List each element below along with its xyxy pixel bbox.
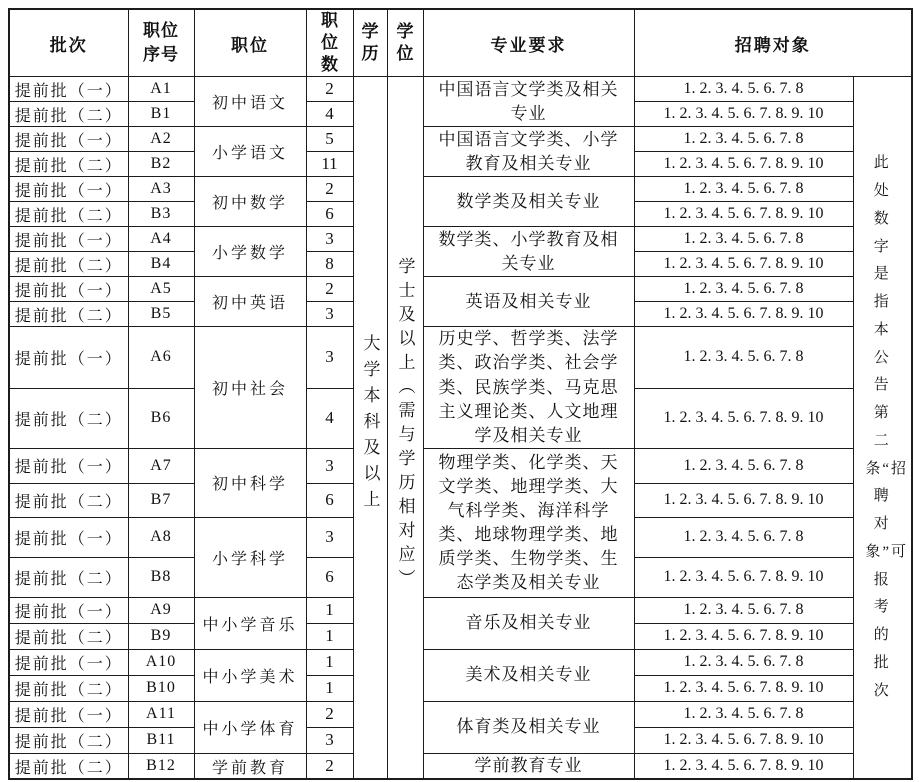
position-no-cell: B10 bbox=[128, 675, 194, 701]
position-no-cell: B11 bbox=[128, 727, 194, 753]
education-cell bbox=[353, 77, 387, 780]
batch-cell: 提前批（二） bbox=[9, 483, 128, 517]
batch-cell: 提前批（二） bbox=[9, 302, 128, 327]
batch-cell: 提前批（一） bbox=[9, 327, 128, 388]
major-cell: 体育类及相关专业 bbox=[423, 701, 634, 753]
target-cell: 1. 2. 3. 4. 5. 6. 7. 8. 9. 10 bbox=[634, 202, 853, 227]
table-row bbox=[9, 327, 912, 388]
degree-cell-text: 学士及以上（需与学历相对应） bbox=[395, 257, 415, 594]
target-cell: 1. 2. 3. 4. 5. 6. 7. 8. 9. 10 bbox=[634, 727, 853, 753]
major-cell: 音乐及相关专业 bbox=[423, 597, 634, 649]
target-cell: 1. 2. 3. 4. 5. 6. 7. 8. 9. 10 bbox=[634, 388, 853, 448]
target-cell: 1. 2. 3. 4. 5. 6. 7. 8 bbox=[634, 597, 853, 623]
position-no-cell: A10 bbox=[128, 649, 194, 675]
batch-cell: 提前批（二） bbox=[9, 252, 128, 277]
batch-cell: 提前批（一） bbox=[9, 701, 128, 727]
target-cell: 1. 2. 3. 4. 5. 6. 7. 8 bbox=[634, 517, 853, 557]
position-no-cell: A2 bbox=[128, 127, 194, 152]
target-cell: 1. 2. 3. 4. 5. 6. 7. 8 bbox=[634, 127, 853, 152]
count-cell: 1 bbox=[306, 623, 353, 649]
batch-cell: 提前批（一） bbox=[9, 649, 128, 675]
position-no-cell: A11 bbox=[128, 701, 194, 727]
target-cell: 1. 2. 3. 4. 5. 6. 7. 8 bbox=[634, 227, 853, 252]
count-cell: 1 bbox=[306, 675, 353, 701]
position-no-cell: B3 bbox=[128, 202, 194, 227]
position-no-cell: A6 bbox=[128, 327, 194, 388]
position-no-cell: B2 bbox=[128, 152, 194, 177]
target-cell: 1. 2. 3. 4. 5. 6. 7. 8. 9. 10 bbox=[634, 675, 853, 701]
degree-cell bbox=[387, 77, 423, 780]
table-row bbox=[9, 277, 912, 302]
major-cell: 物理学类、化学类、天文学类、地理学类、大气科学类、海洋科学类、地球物理学类、地质学类、生物学类、生态学类及相关专业 bbox=[423, 448, 634, 597]
count-cell: 2 bbox=[306, 277, 353, 302]
table-header bbox=[9, 9, 912, 77]
batch-cell: 提前批（二） bbox=[9, 623, 128, 649]
count-cell: 6 bbox=[306, 557, 353, 597]
header-batch: 批次 bbox=[9, 9, 128, 77]
header-education bbox=[353, 9, 387, 77]
position-cell: 中小学体育 bbox=[194, 701, 306, 753]
batch-cell: 提前批（一） bbox=[9, 177, 128, 202]
position-cell: 初中英语 bbox=[194, 277, 306, 327]
batch-cell: 提前批（二） bbox=[9, 753, 128, 779]
header-target: 招聘对象 bbox=[634, 9, 912, 77]
position-no-cell: B4 bbox=[128, 252, 194, 277]
target-cell: 1. 2. 3. 4. 5. 6. 7. 8. 9. 10 bbox=[634, 753, 853, 779]
education-cell-text: 大学本科及以上 bbox=[360, 334, 380, 517]
count-cell: 3 bbox=[306, 327, 353, 388]
batch-cell: 提前批（二） bbox=[9, 388, 128, 448]
position-no-cell: B7 bbox=[128, 483, 194, 517]
position-no-cell: A5 bbox=[128, 277, 194, 302]
batch-cell: 提前批（二） bbox=[9, 102, 128, 127]
count-cell: 3 bbox=[306, 302, 353, 327]
major-cell: 英语及相关专业 bbox=[423, 277, 634, 327]
target-cell: 1. 2. 3. 4. 5. 6. 7. 8 bbox=[634, 448, 853, 483]
major-cell: 学前教育专业 bbox=[423, 753, 634, 779]
note-cell-text: 此处数字是指本公告第二条“招聘对象”可报考的批次 bbox=[865, 155, 909, 699]
count-cell: 4 bbox=[306, 388, 353, 448]
major-cell: 数学类、小学教育及相关专业 bbox=[423, 227, 634, 277]
batch-cell: 提前批（一） bbox=[9, 517, 128, 557]
major-cell: 数学类及相关专业 bbox=[423, 177, 634, 227]
header-degree bbox=[387, 9, 423, 77]
table-row bbox=[9, 753, 912, 779]
table-row bbox=[9, 597, 912, 623]
position-no-cell: A9 bbox=[128, 597, 194, 623]
target-cell: 1. 2. 3. 4. 5. 6. 7. 8. 9. 10 bbox=[634, 623, 853, 649]
recruitment-table bbox=[8, 8, 913, 780]
position-no-cell: B5 bbox=[128, 302, 194, 327]
header-position: 职位 bbox=[194, 9, 306, 77]
target-cell: 1. 2. 3. 4. 5. 6. 7. 8. 9. 10 bbox=[634, 152, 853, 177]
position-no-cell: B9 bbox=[128, 623, 194, 649]
header-row bbox=[9, 9, 912, 77]
position-cell: 中小学美术 bbox=[194, 649, 306, 701]
count-cell: 2 bbox=[306, 753, 353, 779]
target-cell: 1. 2. 3. 4. 5. 6. 7. 8. 9. 10 bbox=[634, 483, 853, 517]
position-cell: 小学科学 bbox=[194, 517, 306, 597]
batch-cell: 提前批（二） bbox=[9, 675, 128, 701]
table-body bbox=[9, 77, 912, 780]
count-cell: 3 bbox=[306, 227, 353, 252]
target-cell: 1. 2. 3. 4. 5. 6. 7. 8. 9. 10 bbox=[634, 102, 853, 127]
position-no-cell: A7 bbox=[128, 448, 194, 483]
position-cell: 初中社会 bbox=[194, 327, 306, 449]
target-cell: 1. 2. 3. 4. 5. 6. 7. 8. 9. 10 bbox=[634, 557, 853, 597]
position-no-cell: A3 bbox=[128, 177, 194, 202]
target-cell: 1. 2. 3. 4. 5. 6. 7. 8 bbox=[634, 277, 853, 302]
batch-cell: 提前批（一） bbox=[9, 127, 128, 152]
header-major: 专业要求 bbox=[423, 9, 634, 77]
count-cell: 1 bbox=[306, 649, 353, 675]
batch-cell: 提前批（一） bbox=[9, 448, 128, 483]
position-no-cell: B12 bbox=[128, 753, 194, 779]
batch-cell: 提前批（一） bbox=[9, 77, 128, 102]
position-no-cell: B8 bbox=[128, 557, 194, 597]
position-cell: 中小学音乐 bbox=[194, 597, 306, 649]
position-no-cell: A1 bbox=[128, 77, 194, 102]
target-cell: 1. 2. 3. 4. 5. 6. 7. 8 bbox=[634, 77, 853, 102]
count-cell: 6 bbox=[306, 483, 353, 517]
batch-cell: 提前批（二） bbox=[9, 557, 128, 597]
target-cell: 1. 2. 3. 4. 5. 6. 7. 8 bbox=[634, 701, 853, 727]
major-cell: 历史学、哲学类、法学类、政治学类、社会学类、民族学类、马克思主义理论类、人文地理学及相关专业 bbox=[423, 327, 634, 449]
target-cell: 1. 2. 3. 4. 5. 6. 7. 8 bbox=[634, 177, 853, 202]
batch-cell: 提前批（一） bbox=[9, 597, 128, 623]
count-cell: 2 bbox=[306, 701, 353, 727]
target-cell: 1. 2. 3. 4. 5. 6. 7. 8. 9. 10 bbox=[634, 302, 853, 327]
position-cell: 小学语文 bbox=[194, 127, 306, 177]
target-cell: 1. 2. 3. 4. 5. 6. 7. 8 bbox=[634, 649, 853, 675]
header-degree-label: 学位 bbox=[396, 22, 414, 64]
table-row bbox=[9, 77, 912, 102]
table-row bbox=[9, 649, 912, 675]
batch-cell: 提前批（一） bbox=[9, 227, 128, 252]
count-cell: 1 bbox=[306, 597, 353, 623]
target-cell: 1. 2. 3. 4. 5. 6. 7. 8 bbox=[634, 327, 853, 388]
table-row bbox=[9, 127, 912, 152]
header-position-no-label: 职位序号 bbox=[143, 20, 179, 65]
position-no-cell: A8 bbox=[128, 517, 194, 557]
note-cell bbox=[853, 77, 912, 780]
position-cell: 小学数学 bbox=[194, 227, 306, 277]
header-education-label: 学历 bbox=[361, 22, 379, 64]
count-cell: 3 bbox=[306, 448, 353, 483]
count-cell: 11 bbox=[306, 152, 353, 177]
table-row bbox=[9, 448, 912, 483]
header-position-no bbox=[128, 9, 194, 77]
count-cell: 4 bbox=[306, 102, 353, 127]
position-no-cell: B6 bbox=[128, 388, 194, 448]
major-cell: 中国语言文学类、小学教育及相关专业 bbox=[423, 127, 634, 177]
major-cell: 中国语言文学类及相关专业 bbox=[423, 77, 634, 127]
batch-cell: 提前批（二） bbox=[9, 727, 128, 753]
count-cell: 8 bbox=[306, 252, 353, 277]
count-cell: 2 bbox=[306, 77, 353, 102]
table-row bbox=[9, 701, 912, 727]
position-cell: 初中数学 bbox=[194, 177, 306, 227]
major-cell: 美术及相关专业 bbox=[423, 649, 634, 701]
position-no-cell: B1 bbox=[128, 102, 194, 127]
position-cell: 初中科学 bbox=[194, 448, 306, 517]
count-cell: 5 bbox=[306, 127, 353, 152]
position-cell: 初中语文 bbox=[194, 77, 306, 127]
header-count bbox=[306, 9, 353, 77]
position-no-cell: A4 bbox=[128, 227, 194, 252]
target-cell: 1. 2. 3. 4. 5. 6. 7. 8. 9. 10 bbox=[634, 252, 853, 277]
batch-cell: 提前批（二） bbox=[9, 152, 128, 177]
batch-cell: 提前批（一） bbox=[9, 277, 128, 302]
position-cell: 学前教育 bbox=[194, 753, 306, 779]
table-row bbox=[9, 227, 912, 252]
batch-cell: 提前批（二） bbox=[9, 202, 128, 227]
count-cell: 3 bbox=[306, 727, 353, 753]
count-cell: 2 bbox=[306, 177, 353, 202]
header-count-label: 职位数 bbox=[320, 11, 338, 75]
table-row bbox=[9, 177, 912, 202]
count-cell: 6 bbox=[306, 202, 353, 227]
count-cell: 3 bbox=[306, 517, 353, 557]
